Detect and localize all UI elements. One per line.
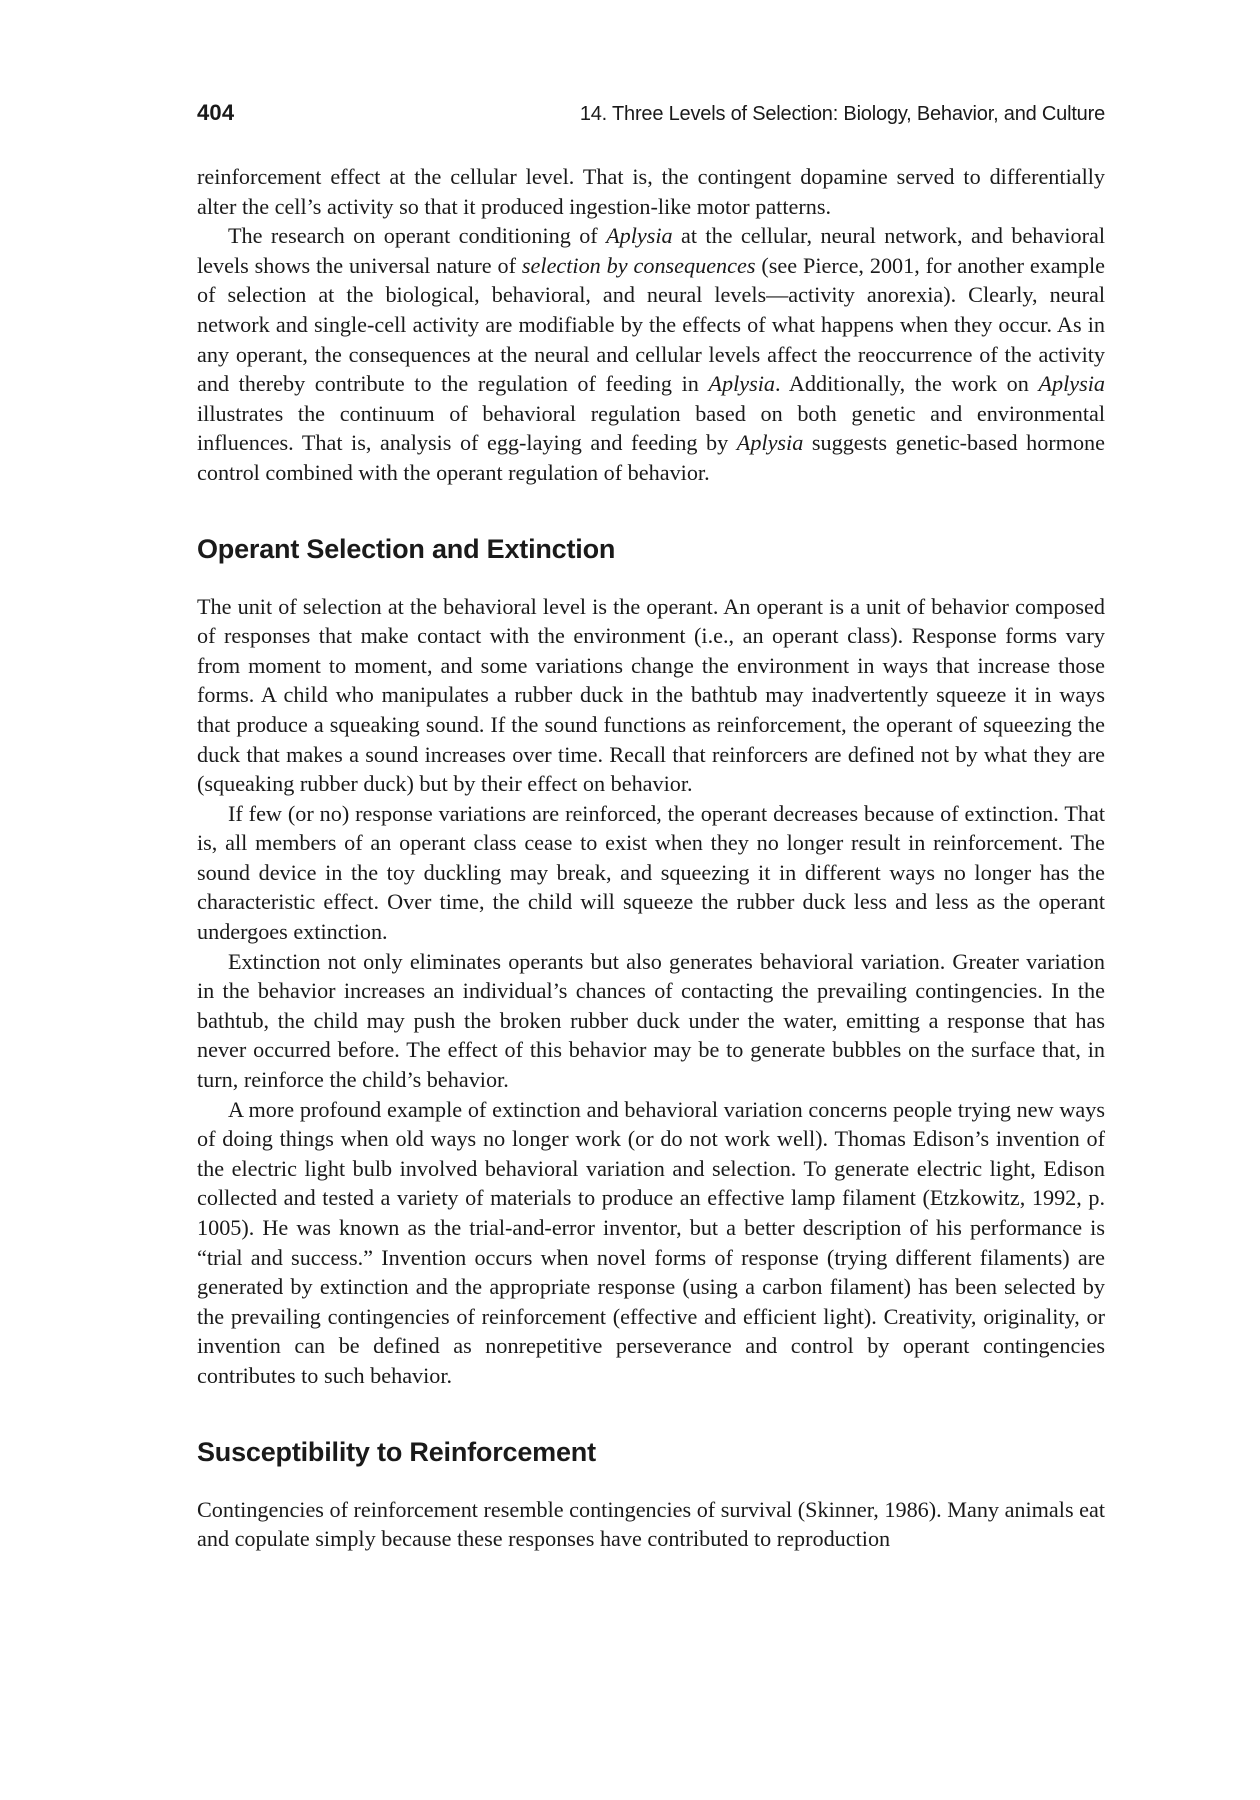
- italic-term: Aplysia: [606, 223, 673, 249]
- section1-paragraph-3: Extinction not only eliminates operants but also generates behavioral variation. Greater variation in the behavior increases an individual’s chances of contacting the prevailing contingencies. In the bathtub, the child may push the broken rubber duck under the water, emitting a response that has never occurred before. The effect of this behavior may be to generate bubbles on the surface that, in turn, reinforce the child’s behavior.: [197, 948, 1105, 1093]
- italic-term: Aplysia: [736, 430, 804, 456]
- chapter-title: 14. Three Levels of Selection: Biology, Behavior, and Culture: [579, 103, 1105, 125]
- section1-paragraph-4: A more profound example of extinction and behavioral variation concerns people trying new ways of doing things when old ways no longer work (or do not work well). Thomas Edison’s invention of the electric light bulb involved behavioral variation and selection. To generate electric light, Edison collected and tested a variety of materials to produce an effective lamp filament (Etzkowitz, 1992, p. 1005). He was known as the trial-and-error inventor, but a better description of his performance is “trial and success.” Invention occurs when novel forms of response (trying different filaments) are generated by extinction and the appropriate response (using a carbon filament) has been selected by the prevailing contingencies of reinforcement (effective and efficient light). Creativity, originality, or invention can be defined as nonrepetitive perseverance and control by operant contingencies contributes to such behavior.: [197, 1096, 1105, 1388]
- italic-term: selection by consequences: [521, 252, 756, 278]
- italic-term: Aplysia: [1038, 371, 1106, 397]
- page-number: 404: [197, 100, 235, 125]
- section2-paragraph-1: Contingencies of reinforcement resemble contingencies of survival (Skinner, 1986). Many animals eat and copulate simply because these responses have contributed to reproduction: [197, 1496, 1105, 1552]
- section1-paragraph-1: The unit of selection at the behavioral level is the operant. An operant is a unit of behavior composed of responses that make contact with the environment (i.e., an operant class). Response forms vary from moment to moment, and some variations change the environment in ways that increase those forms. A child who manipulates a rubber duck in the bathtub may inadvertently squeeze it in ways that produce a squeaking sound. If the sound functions as reinforcement, the operant of squeezing the duck that makes a sound increases over time. Recall that reinforcers are defined not by what they are (squeaking rubber duck) but by their effect on behavior.: [197, 593, 1105, 797]
- intro-paragraph-2: The research on operant conditioning of Aplysia at the cellular, neural network, and behavioral levels shows the universal nature of selection by consequences (see Pierce, 2001, for another example of selection at the biological, behavioral, and neural levels—activity anorexia). Clearly, neural network and single-cell activity are modifiable by the effects of what happens when they occur. As in any operant, the consequences at the neural and cellular levels affect the reoccurrence of the activity and thereby contribute to the regulation of feeding in Aplysia. Additionally, the work on Aplysia illustrates the continuum of behavioral regulation based on both genetic and environmental influences. That is, analysis of egg-laying and feeding by Aplysia suggests genetic-based hormone control combined with the operant regulation of behavior.: [197, 223, 1106, 485]
- book-page: [197, 100, 1105, 1554]
- italic-term: Aplysia: [708, 371, 775, 397]
- section-heading-operant-selection: Operant Selection and Extinction: [197, 533, 616, 564]
- intro-paragraph-1: reinforcement effect at the cellular level. That is, the contingent dopamine served to differentially alter the cell’s activity so that it produced ingestion-like motor patterns.: [197, 164, 1105, 219]
- page-body: [197, 162, 1105, 1554]
- section1-paragraph-2: If few (or no) response variations are reinforced, the operant decreases because of extinction. That is, all members of an operant class cease to exist when they no longer result in reinforcement. The sound device in the toy duckling may break, and squeezing it in different ways no longer has the characteristic effect. Over time, the child will squeeze the rubber duck less and less as the operant undergoes extinction.: [197, 800, 1105, 945]
- section-heading-susceptibility: Susceptibility to Reinforcement: [197, 1436, 596, 1467]
- running-head: [197, 100, 1105, 140]
